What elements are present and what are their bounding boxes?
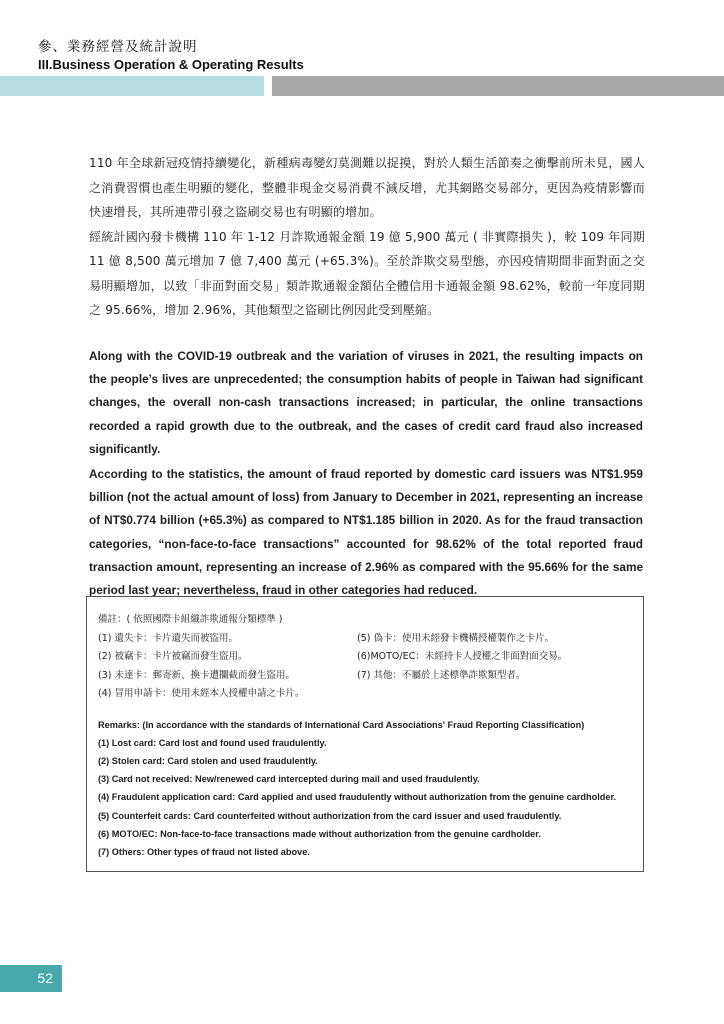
- header-band-gray: [272, 76, 724, 96]
- remark-zh-item: (1) 遺失卡：卡片遺失而被盜用。: [98, 632, 238, 644]
- remark-zh-item: (5) 偽卡：使用未經發卡機構授權製作之卡片。: [357, 632, 554, 644]
- remark-zh-item: (6)MOTO/EC：未經持卡人授權之非面對面交易。: [357, 651, 568, 662]
- en-paragraph-2: According to the statistics, the amount of fraud reported by domestic card issuers was NT$1.959 billion (not the actual amount of loss) from January to December in 2021, representing an increase of NT$0.774 billion (+65.3%) as compared to NT$1.185 billion in 2020. As for the fraud transaction categories, “non-face-to-face transactions” accounted for 98.62% of the total reported fraud transaction amount, representing an increase of 2.96% as compared with the 95.66% for the same period last year; nevertheless, fraud in other categories had reduced.: [89, 467, 643, 598]
- remark-en-item: (7) Others: Other types of fraud not listed above.: [98, 846, 310, 857]
- section-title-en: III.Business Operation & Operating Results: [38, 57, 304, 72]
- remarks-zh: [98, 611, 633, 704]
- page-number-tab: [0, 965, 62, 992]
- english-body: [89, 345, 643, 602]
- zh-paragraph-2: 經統計國內發卡機構 110 年 1-12 月詐欺通報金額 19 億 5,900 萬元 ( 非實際損失 )，較 109 年同期 11 億 8,500 萬元增加 7 億 7,400 萬元 (+65.3%)。至於詐欺交易型態，亦因疫情期間非面對面之交易明顯增加，以致「非面對面交易」類詐欺通報金額佔全體信用卡通報金額 98.62%，較前一年度同期之 95.66%，增加 2.96%，其他類型之盜刷比例因此受到壓縮。: [89, 229, 645, 317]
- remark-en-item: (6) MOTO/EC: Non-face-to-face transactions made without authorization from the genuine cardholder.: [98, 828, 541, 839]
- remark-zh-item: (4) 冒用申請卡：使用未經本人授權申請之卡片。: [98, 688, 305, 699]
- remark-en-item: (5) Counterfeit cards: Card counterfeited without authorization from the card issuer and used fraudulently.: [98, 810, 562, 821]
- remarks-zh-list: [98, 630, 633, 704]
- remarks-en-heading: Remarks: (In accordance with the standards of International Card Associations' Fraud Reporting Classification): [98, 719, 585, 730]
- remarks-box: [86, 596, 644, 872]
- page-number: 52: [37, 970, 53, 986]
- remark-zh-item: (2) 被竊卡：卡片被竊而發生盜用。: [98, 651, 248, 662]
- remark-en-item: (4) Fraudulent application card: Card applied and used fraudulently without authorization from the genuine cardholder.: [98, 792, 617, 803]
- section-title-zh: 參、業務經營及統計說明: [38, 39, 198, 55]
- zh-paragraph-1: 110 年全球新冠疫情持續變化，新種病毒變幻莫測難以捉摸，對於人類生活節奏之衝擊前所未見，國人之消費習慣也產生明顯的變化，整體非現金交易消費不減反增，尤其網路交易部分，更因為疫情影響而快速增長，其所連帶引發之盜刷交易也有明顯的增加。: [89, 156, 645, 219]
- remark-en-item: (1) Lost card: Card lost and found used fraudulently.: [98, 737, 327, 748]
- header-band-teal: [0, 76, 264, 96]
- remark-en-item: (3) Card not received: New/renewed card intercepted during mail and used fraudulently.: [98, 774, 480, 785]
- remarks-zh-heading: 備註：( 依照國際卡組織詐欺通報分類標準 ): [98, 614, 283, 625]
- remark-en-item: (2) Stolen card: Card stolen and used fraudulently.: [98, 755, 318, 766]
- remarks-en: [98, 716, 633, 862]
- page-header: [38, 38, 304, 74]
- chinese-body: [89, 151, 645, 323]
- remark-zh-item: [357, 685, 633, 704]
- remark-zh-item: (3) 未達卡：郵寄新、換卡遭攔截而發生盜用。: [98, 669, 295, 681]
- remark-zh-item: (7) 其他：不屬於上述標準詐欺類型者。: [357, 669, 526, 681]
- en-paragraph-1: Along with the COVID-19 outbreak and the variation of viruses in 2021, the resulting impacts on the people’s lives are unprecedented; the consumption habits of people in Taiwan had significant changes, the overall non-cash transactions increased; in particular, the online transactions recorded a rapid growth due to the outbreak, and the cases of credit card fraud also increased significantly.: [89, 349, 643, 456]
